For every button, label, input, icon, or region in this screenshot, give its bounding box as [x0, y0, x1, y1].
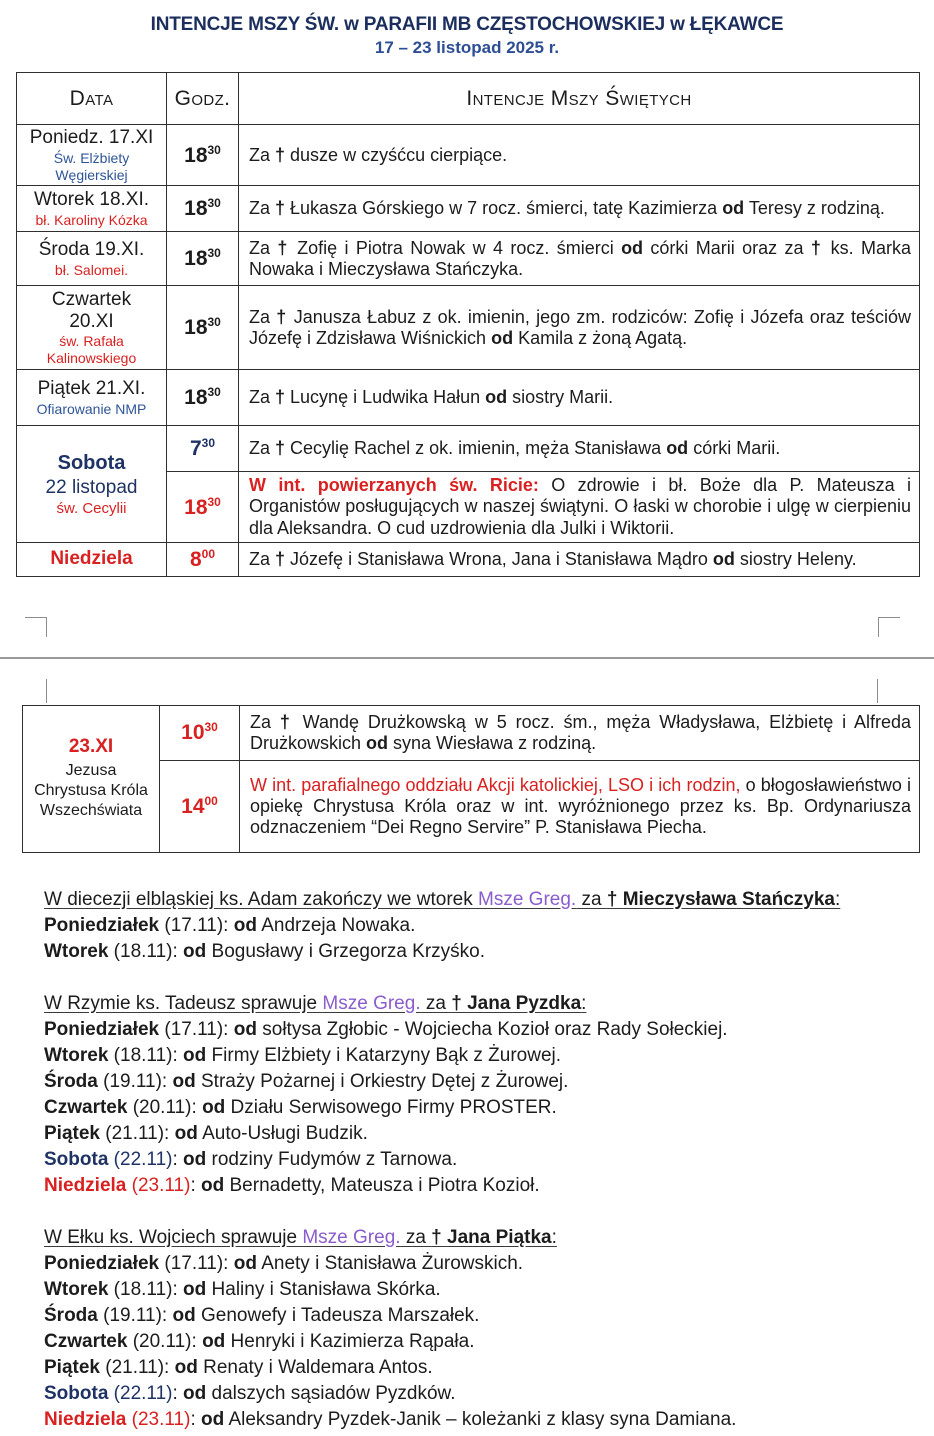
intention-cell: Za † Zofię i Piotra Nowak w 4 rocz. śmierci od córki Marii oraz za † ks. Marka Nowaka i Mieczysława Stańczyka.	[239, 232, 920, 286]
date-label-2: 20.XI	[69, 310, 114, 332]
date-label: Poniedz. 17.XI	[29, 127, 154, 148]
greg-line: Piątek (21.11): od Renaty i Waldemara Antos.	[44, 1356, 433, 1378]
greg-section-elk	[44, 1225, 904, 1433]
intention-cell: Za † Wandę Drużkowską w 5 rocz. śm., męża Władysława, Elżbietę i Alfreda Drużkowskich od syna Wiesława z rodziną.	[240, 705, 920, 760]
date-label: Piątek 21.XI.	[37, 378, 146, 400]
date-label: 23.XI	[68, 736, 114, 758]
feast-label: Wszechświata	[39, 802, 143, 820]
greg-heading: W diecezji elbląskiej ks. Adam zakończy we wtorek Msze Greg. za † Mieczysława Stańczyka:	[44, 888, 841, 910]
greg-section-elblag	[44, 887, 904, 965]
table-row	[17, 232, 920, 286]
table-row	[17, 542, 920, 576]
feast-label: św. Rafała Kalinowskiego	[46, 333, 137, 367]
date-cell	[17, 232, 167, 286]
intention-cell: Za † Lucynę i Ludwika Hałun od siostry Marii.	[239, 370, 920, 426]
page-title: INTENCJE MSZY ŚW. w PARAFII MB CZĘSTOCHOWSKIEJ w ŁĘKAWCE	[150, 14, 784, 35]
greg-line: Niedziela (23.11): od Aleksandry Pyzdek-Janik – koleżanki z klasy syna Damiana.	[44, 1408, 737, 1430]
column-header-godz: Godz.	[167, 73, 239, 125]
greg-heading: W Ełku ks. Wojciech sprawuje Msze Greg. za † Jana Piątka:	[44, 1226, 557, 1248]
greg-line: Czwartek (20.11): od Henryki i Kazimierza Rąpała.	[44, 1330, 475, 1352]
page-break	[0, 577, 934, 705]
mass-intentions-table-sunday	[22, 705, 920, 853]
time-cell: $8^{00}$	[167, 542, 239, 576]
intention-cell: Za † Cecylię Rachel z ok. imienin, męża Stanisława od córki Marii.	[239, 426, 920, 472]
column-header-data: Data	[17, 73, 167, 125]
table-row	[17, 426, 920, 472]
gregorian-masses	[44, 887, 904, 1433]
greg-line: Sobota (22.11): od dalszych sąsiadów Pyzdków.	[44, 1382, 456, 1404]
date-label: Sobota	[57, 451, 126, 474]
date-cell	[17, 186, 167, 232]
intention-cell: Za † Janusza Łabuz z ok. imienin, jego zm. rodziców: Zofię i Józefa oraz teściów Józefę i Zdzisława Wiśnickich od Kamila z żoną Agatą.	[239, 286, 920, 370]
greg-line: Środa (19.11): od Genowefy i Tadeusza Marszałek.	[44, 1304, 480, 1326]
feast-label: bł. Karoliny Kózka	[35, 211, 148, 228]
greg-line: Poniedziałek (17.11): od Andrzeja Nowaka.	[44, 914, 416, 936]
time-cell: $7^{30}$	[167, 426, 239, 472]
table-row	[17, 186, 920, 232]
greg-section-rome	[44, 991, 904, 1199]
time-cell: $18^{30}$	[167, 186, 239, 232]
date-cell	[23, 705, 160, 852]
feast-label: Chrystusa Króla	[34, 782, 148, 800]
greg-line: Sobota (22.11): od rodziny Fudymów z Tarnowa.	[44, 1148, 458, 1170]
feast-label: Ofiarowanie NMP	[36, 400, 147, 417]
greg-line: Środa (19.11): od Straży Pożarnej i Orkiestry Dętej z Żurowej.	[44, 1070, 569, 1092]
time-cell: $18^{30}$	[167, 232, 239, 286]
page-subtitle: 17 – 23 listopad 2025 r.	[374, 38, 560, 57]
greg-line: Niedziela (23.11): od Bernadetty, Mateusza i Piotra Kozioł.	[44, 1174, 540, 1196]
date-label: Środa 19.XI.	[38, 239, 145, 261]
date-cell-sunday	[17, 542, 167, 576]
mass-intentions-table-week	[16, 72, 920, 577]
feast-label: bł. Salomei.	[54, 261, 129, 278]
greg-line: Czwartek (20.11): od Działu Serwisowego Firmy PROSTER.	[44, 1096, 557, 1118]
page-corner-mark	[46, 679, 47, 703]
date-label: Czwartek	[51, 288, 132, 310]
page-corner-mark	[877, 679, 878, 703]
greg-line: Piątek (21.11): od Auto-Usługi Budzik.	[44, 1122, 368, 1144]
date-cell	[17, 125, 167, 186]
intention-cell: W int. parafialnego oddziału Akcji katolickiej, LSO i ich rodzin, o błogosławieństwo i opiekę Chrystusa Króla oraz w int. wyróżnionego przez ks. Bp. Ordynariusza odznaczeniem “Dei Regno Servire” P. Stanisława Piecha.	[240, 760, 920, 852]
date-cell	[17, 286, 167, 370]
feast-label: św. Cecylii	[56, 499, 127, 517]
greg-line: Poniedziałek (17.11): od Anety i Stanisława Żurowskich.	[44, 1252, 524, 1274]
table-row	[17, 370, 920, 426]
time-cell: $18^{30}$	[167, 286, 239, 370]
time-cell: $14^{00}$	[160, 760, 240, 852]
greg-line: Wtorek (18.11): od Haliny i Stanisława Skórka.	[44, 1278, 441, 1300]
feast-label: Jezusa	[65, 762, 117, 780]
page-separator-line	[0, 657, 934, 659]
intention-cell: Za † dusze w czyśćcu cierpiące.	[239, 125, 920, 186]
intention-cell: Za † Łukasza Górskiego w 7 rocz. śmierci, tatę Kazimierza od Teresy z rodziną.	[239, 186, 920, 232]
page-corner-mark	[878, 617, 900, 637]
date-cell	[17, 370, 167, 426]
date-label: Niedziela	[50, 548, 133, 570]
greg-heading: W Rzymie ks. Tadeusz sprawuje Msze Greg. za † Jana Pyzdka:	[44, 992, 587, 1014]
table-row	[23, 705, 920, 760]
table-row	[17, 286, 920, 370]
date-label: Wtorek 18.XI.	[33, 189, 150, 211]
intention-cell: Za † Józefę i Stanisława Wrona, Jana i Stanisława Mądro od siostry Heleny.	[239, 542, 920, 576]
time-cell: $10^{30}$	[160, 705, 240, 760]
greg-line: Wtorek (18.11): od Firmy Elżbiety i Katarzyny Bąk z Żurowej.	[44, 1044, 562, 1066]
greg-line: Poniedziałek (17.11): od sołtysa Zgłobic - Wojciecha Kozioł oraz Rady Sołeckiej.	[44, 1018, 728, 1040]
table-row	[17, 125, 920, 186]
time-cell: $18^{30}$	[167, 472, 239, 542]
time-cell: $18^{30}$	[167, 125, 239, 186]
date-cell-saturday	[17, 426, 167, 542]
time-cell: $18^{30}$	[167, 370, 239, 426]
table-header-row	[17, 73, 920, 125]
intention-cell: W int. powierzanych św. Ricie: O zdrowie i bł. Boże dla P. Mateusza i Organistów posługujących w naszej świątyni. O łaski w chorobie i ulgę w cierpieniu dla Aleksandra. O cud uzdrowienia dla Julki i Wiktorii.	[239, 472, 920, 542]
feast-label: Św. Elżbiety Węgierskiej	[53, 149, 130, 183]
date-label-2: 22 listopad	[45, 476, 138, 498]
column-header-intencje: Intencje Mszy Świętych	[239, 73, 920, 125]
page-corner-mark	[25, 617, 47, 637]
greg-line: Wtorek (18.11): od Bogusławy i Grzegorza Krzyśko.	[44, 940, 486, 962]
